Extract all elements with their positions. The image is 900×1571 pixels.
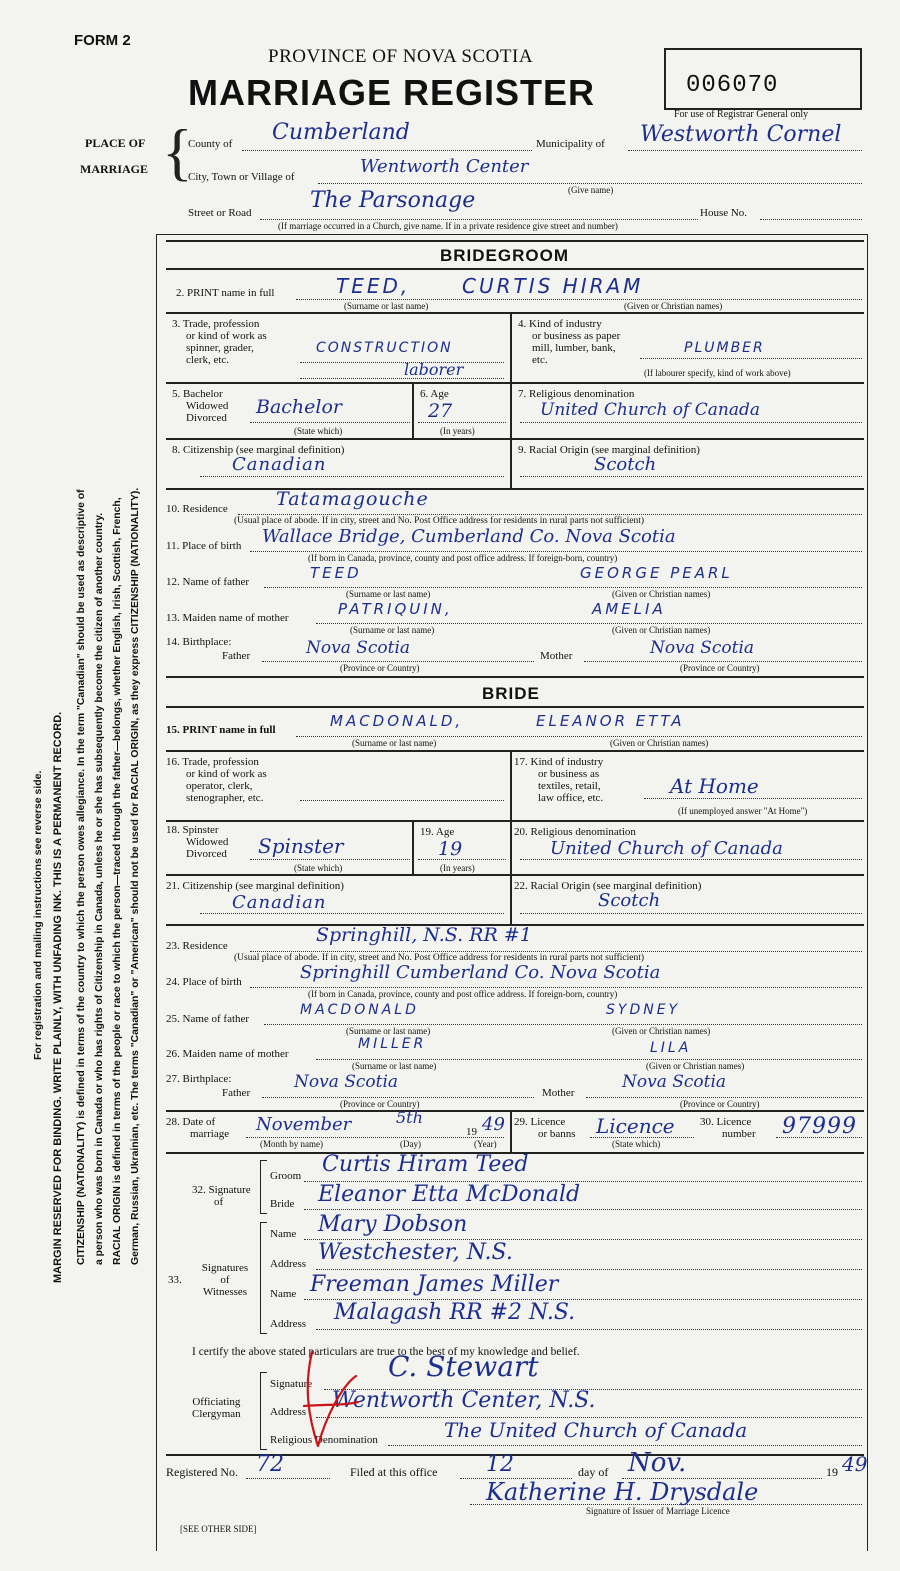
groom-status: Bachelor [256, 396, 343, 418]
f12-label: 12. Name of father [166, 576, 250, 588]
f8-label: 8. Citizenship (see marginal definition) [172, 444, 345, 456]
f4-note: (If labourer specify, kind of work above) [644, 368, 791, 378]
filed-month: Nov. [628, 1448, 687, 1478]
clergy-signature: C. Stewart [388, 1350, 539, 1383]
f33-label: Signatures of Witnesses [201, 1262, 249, 1298]
groom-residence: Tatamagouche [276, 488, 429, 510]
year-caption: (Year) [474, 1139, 497, 1149]
bride-province-caption-1: (Province or Country) [340, 1099, 420, 1109]
marriage-month: November [256, 1114, 352, 1135]
bride-surname-caption: (Surname or last name) [352, 738, 437, 748]
f27-father-label: Father [222, 1087, 251, 1099]
groom-trade: CONSTRUCTION [316, 340, 453, 356]
municipality-label: Municipality of [536, 138, 605, 150]
clergy-bracket [260, 1372, 267, 1450]
groom-industry: PLUMBER [684, 340, 765, 356]
f21-label: 21. Citizenship (see marginal definition) [166, 880, 344, 892]
red-pencil-mark [296, 1346, 368, 1456]
f5-label: 5. Bachelor Widowed Divorced [172, 388, 229, 424]
issuer-caption: Signature of Issuer of Marriage Licence [586, 1506, 730, 1516]
place-brace: { [162, 116, 193, 187]
province-caption-2: (Province or Country) [680, 663, 760, 673]
bride-province-caption-2: (Province or Country) [680, 1099, 760, 1109]
margin-binding: MARGIN RESERVED FOR BINDING. WRITE PLAINLY, WITH UNFADING INK. THIS IS A PERMANENT RECORD. [52, 711, 64, 1283]
margin-racial-2: German, Russian, Ukrainian, etc. The terms "Canadian" or "American" should not be used for RACIAL ORIGIN, as they express CITIZENSHIP (NATIONALITY). [130, 487, 141, 1265]
years-caption: (In years) [440, 426, 475, 436]
f17-label: 17. Kind of industry or business as textiles, retail, law office, etc. [514, 756, 604, 804]
bride-mother-birthplace: Nova Scotia [622, 1072, 727, 1092]
birth-note: (If born in Canada, province, county and post office address. If foreign-born, country) [308, 553, 618, 563]
bride-age: 19 [438, 838, 463, 860]
bride-status: Spinster [258, 834, 344, 858]
marriage-label: MARRIAGE [80, 162, 148, 176]
bride-father-birthplace: Nova Scotia [294, 1072, 399, 1092]
groom-racial-origin: Scotch [594, 454, 657, 475]
province-heading: PROVINCE OF NOVA SCOTIA [268, 46, 534, 67]
f9-label: 9. Racial Origin (see marginal definition) [518, 444, 700, 456]
f4-label: 4. Kind of industry or business as paper mill, lumber, bank, etc. [518, 318, 621, 366]
month-caption: (Month by name) [260, 1139, 323, 1149]
f27-mother-label: Mother [542, 1087, 575, 1099]
certification-statement: I certify the above stated particulars are true to the best of my knowledge and belief. [192, 1346, 580, 1358]
bride-mother-given: LILA [650, 1040, 692, 1056]
groom-mother-birthplace: Nova Scotia [650, 638, 755, 658]
f14-mother-label: Mother [540, 650, 573, 662]
bride-citizenship: Canadian [232, 892, 327, 913]
marriage-year: 49 [482, 1114, 505, 1135]
groom-mother-given: AMELIA [592, 600, 666, 618]
bride-birth-note: (If born in Canada, province, county and post office address. If foreign-born, country) [308, 989, 618, 999]
mother-surname-caption: (Surname or last name) [350, 625, 435, 635]
bride-mother-surname-caption: (Surname or last name) [352, 1061, 437, 1071]
bride-father-given: SYDNEY [606, 1002, 681, 1018]
clergy-label: Officiating Clergyman [192, 1396, 241, 1420]
margin-instructions: For registration and mailing instructions see reverse side. [32, 770, 44, 1060]
filed-year: 49 [842, 1452, 868, 1476]
bride-father-surname-caption: (Surname or last name) [346, 1026, 431, 1036]
w2-address-label: Address [270, 1318, 307, 1330]
bride-heading: BRIDE [482, 684, 540, 703]
w1-name-label: Name [270, 1228, 297, 1240]
f14-label: 14. Birthplace: [166, 636, 232, 648]
city-label: City, Town or Village of [188, 171, 295, 183]
place-label: PLACE OF [85, 136, 146, 150]
margin-citizenship-1: CITIZENSHIP (NATIONALITY) is defined in terms of the country to which the person owes allegiance. In the term "Canadian" should be used as descriptive of [76, 489, 87, 1265]
county-label: County of [188, 138, 233, 150]
f17-note: (If unemployed answer "At Home") [678, 806, 808, 816]
f18-label: 18. Spinster Widowed Divorced [166, 824, 229, 860]
bride-mother-given-caption: (Given or Christian names) [646, 1061, 745, 1071]
filed-label: Filed at this office [350, 1465, 438, 1479]
f22-label: 22. Racial Origin (see marginal definition) [514, 880, 702, 892]
f14-father-label: Father [222, 650, 251, 662]
witness1-name: Mary Dobson [318, 1212, 468, 1237]
registered-number: 72 [256, 1452, 284, 1477]
bride-signature: Eleanor Etta McDonald [318, 1182, 581, 1207]
see-other-side: [SEE OTHER SIDE] [180, 1524, 257, 1534]
licence-type: Licence [596, 1114, 675, 1138]
bride-birthplace: Springhill Cumberland Co. Nova Scotia [300, 962, 661, 983]
bride-industry: At Home [670, 774, 759, 798]
given-caption: (Given or Christian names) [624, 301, 723, 311]
surname-caption: (Surname or last name) [344, 301, 429, 311]
f33-number: 33. [168, 1274, 182, 1286]
w2-name-label: Name [270, 1288, 297, 1300]
street-note: (If marriage occurred in a Church, give name. If in a private residence give street and number) [278, 221, 618, 231]
f15-label: 15. PRINT name in full [166, 724, 276, 736]
bride-given-caption: (Given or Christian names) [610, 738, 709, 748]
groom-mother-surname: PATRIQUIN, [338, 600, 453, 618]
mother-given-caption: (Given or Christian names) [612, 625, 711, 635]
f11-label: 11. Place of birth [166, 540, 242, 552]
register-number: 006070 [686, 72, 779, 99]
registrar-note: For use of Registrar General only [674, 109, 809, 120]
residence-note: (Usual place of abode. If in city, street and No. Post Office address for residents in rural parts not sufficient) [234, 516, 645, 526]
f16-label: 16. Trade, profession or kind of work as operator, clerk, stenographer, etc. [166, 756, 267, 804]
f6-label: 6. Age [420, 388, 449, 400]
groom-sig-label: Groom [270, 1170, 302, 1182]
filed-year-prefix: 19 [826, 1465, 838, 1479]
marriage-day: 5th [396, 1108, 423, 1127]
page-title: MARRIAGE REGISTER [188, 72, 596, 113]
bride-racial-origin: Scotch [598, 890, 661, 911]
father-given-caption: (Given or Christian names) [612, 589, 711, 599]
bride-given-names: ELEANOR ETTA [536, 712, 685, 730]
bride-surname: MACDONALD, [330, 712, 464, 730]
licence-number: 97999 [782, 1114, 857, 1139]
bride-religion: United Church of Canada [550, 838, 783, 859]
house-label: House No. [700, 207, 748, 219]
county-value: Cumberland [272, 120, 410, 145]
f20-label: 20. Religious denomination [514, 826, 636, 838]
f33-bracket [260, 1222, 267, 1334]
f27-label: 27. Birthplace: [166, 1073, 232, 1085]
clergy-denomination-label: Religious Denomination [270, 1434, 378, 1446]
groom-birthplace: Wallace Bridge, Cumberland Co. Nova Scotia [262, 526, 676, 547]
bride-residence: Springhill, N.S. RR #1 [316, 924, 532, 946]
give-name-caption: (Give name) [568, 185, 614, 195]
clergy-address-label: Address [270, 1406, 307, 1418]
groom-father-surname: TEED [310, 564, 362, 582]
groom-surname: TEED, [336, 274, 411, 298]
f25-label: 25. Name of father [166, 1013, 250, 1025]
f24-label: 24. Place of birth [166, 976, 242, 988]
registered-no-label: Registered No. [166, 1465, 238, 1479]
city-value: Wentworth Center [360, 156, 529, 177]
year-prefix: 19 [466, 1126, 477, 1138]
street-value: The Parsonage [310, 188, 476, 213]
clergy-signature-label: Signature [270, 1378, 313, 1390]
register-number-box [664, 48, 862, 110]
day-of-label: day of [578, 1465, 609, 1479]
bride-mother-surname: MILLER [358, 1036, 427, 1052]
groom-father-given: GEORGE PEARL [580, 564, 733, 582]
state-which-caption: (State which) [294, 426, 343, 436]
municipality-value: Westworth Cornel [640, 122, 842, 147]
f32-bracket [260, 1160, 267, 1214]
groom-religion: United Church of Canada [540, 400, 760, 420]
f23-label: 23. Residence [166, 940, 228, 952]
groom-citizenship: Canadian [232, 454, 327, 475]
filed-day: 12 [486, 1452, 514, 1477]
groom-father-birthplace: Nova Scotia [306, 638, 411, 658]
bride-father-surname: MACDONALD [300, 1002, 419, 1018]
bride-state-which: (State which) [294, 863, 343, 873]
f7-label: 7. Religious denomination [518, 388, 635, 400]
province-caption-1: (Province or Country) [340, 663, 420, 673]
groom-age: 27 [428, 400, 453, 422]
f3-label: 3. Trade, profession or kind of work as spinner, grader, clerk, etc. [172, 318, 267, 366]
groom-signature: Curtis Hiram Teed [322, 1152, 529, 1177]
f10-label: 10. Residence [166, 503, 228, 515]
margin-racial-1: RACIAL ORIGIN is defined in terms of the people or race to which the person—traced through the father—belongs, whether English, Irish, Scottish, French, [112, 497, 123, 1265]
day-caption: (Day) [400, 1139, 421, 1149]
f2-label: 2. PRINT name in full [176, 287, 275, 299]
form-number: FORM 2 [74, 32, 131, 49]
w1-address-label: Address [270, 1258, 307, 1270]
bride-father-given-caption: (Given or Christian names) [612, 1026, 711, 1036]
bride-years-caption: (In years) [440, 863, 475, 873]
f30-label: 30. Licence number [700, 1116, 756, 1140]
father-surname-caption: (Surname or last name) [346, 589, 431, 599]
clergy-address: Wentworth Center, N.S. [332, 1388, 596, 1413]
bride-sig-label: Bride [270, 1198, 295, 1210]
bride-residence-note: (Usual place of abode. If in city, street and No. Post Office address for residents in rural parts not sufficient) [234, 953, 645, 963]
f13-label: 13. Maiden name of mother [166, 612, 289, 624]
f28-label: 28. Date of marriage [166, 1116, 230, 1140]
f19-label: 19. Age [420, 826, 455, 838]
bridegroom-heading: BRIDEGROOM [440, 246, 569, 265]
f32-label: 32. Signature of [192, 1184, 251, 1208]
clergy-denomination: The United Church of Canada [444, 1418, 748, 1442]
f29-label: 29. Licence or banns [514, 1116, 576, 1140]
witness2-name: Freeman James Miller [310, 1272, 559, 1297]
f26-label: 26. Maiden name of mother [166, 1048, 289, 1060]
groom-trade-2: laborer [404, 360, 464, 379]
witness1-address: Westchester, N.S. [318, 1240, 513, 1265]
issuer-signature: Katherine H. Drysdale [486, 1478, 759, 1506]
groom-given-names: CURTIS HIRAM [462, 274, 644, 298]
margin-citizenship-2: a person who was born in Canada or who has rights of Citizenship in Canada, unless he or she has subsequently become the citizen of another country. [94, 512, 105, 1265]
street-label: Street or Road [188, 207, 252, 219]
witness2-address: Malagash RR #2 N.S. [334, 1300, 576, 1325]
licence-state-caption: (State which) [612, 1139, 661, 1149]
